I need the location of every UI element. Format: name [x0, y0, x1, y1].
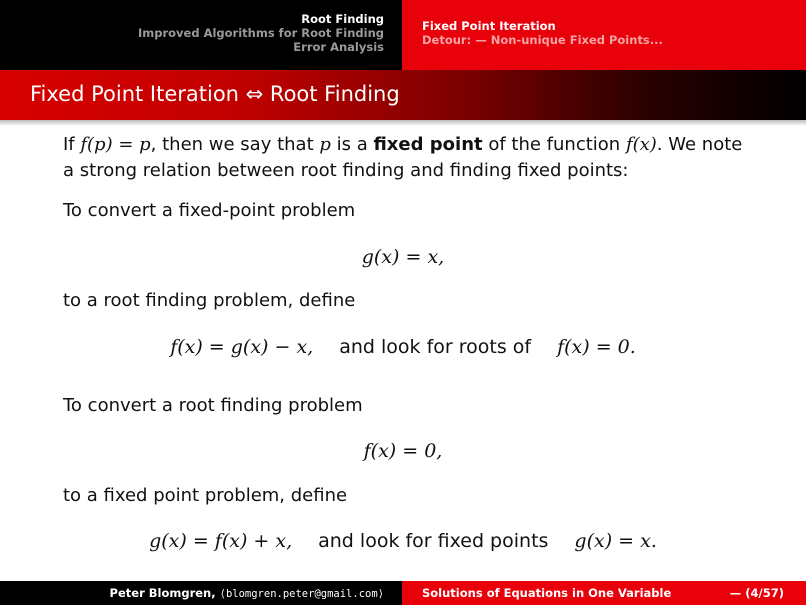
frame-title: Fixed Point Iteration ⇔ Root Finding — [0, 70, 806, 120]
subsection-navigation — [402, 0, 806, 70]
label-fixed-point-problem: To convert a fixed-point problem — [63, 200, 356, 221]
footer-title-area — [402, 581, 806, 605]
footer-presentation-title: Solutions of Equations in One Variable — [422, 586, 672, 600]
subsection-link-fixed-point-iteration[interactable]: Fixed Point Iteration — [422, 19, 556, 33]
equation-1-math: g(x) = x, — [361, 246, 445, 268]
section-link-improved-algorithms[interactable]: Improved Algorithms for Root Finding — [137, 26, 384, 40]
equation-3-math: f(x) = 0, — [363, 440, 443, 462]
equation-2 — [0, 336, 806, 358]
intro-math-p: p — [319, 134, 331, 155]
intro-math-fp: f(p) = p — [80, 134, 151, 155]
intro-paragraph — [63, 132, 753, 184]
footer-bar — [0, 581, 806, 605]
equation-4 — [0, 530, 806, 552]
section-navigation — [0, 0, 402, 70]
label-root-finding-problem: To convert a root finding problem — [63, 395, 363, 416]
equation-3 — [0, 440, 806, 462]
intro-mid: , then we say that — [150, 134, 320, 155]
intro-bold-term: fixed point — [373, 134, 483, 155]
section-link-error-analysis[interactable]: Error Analysis — [293, 40, 384, 54]
intro-math-fx: f(x) — [625, 134, 657, 155]
footer-author-name: Peter Blomgren, — [109, 586, 216, 600]
equation-4-text: and look for fixed points — [318, 530, 549, 552]
footer-page-number: — (4/57) — [729, 586, 784, 600]
intro-if: If — [63, 134, 81, 155]
equation-2-math-a: f(x) = g(x) − x, — [170, 336, 314, 358]
label-to-fixed-point: to a fixed point problem, define — [63, 485, 348, 506]
subsection-link-detour[interactable]: Detour: — Non-unique Fixed Points... — [422, 33, 663, 47]
slide-content — [63, 132, 753, 184]
intro-end: . We note a strong relation between root finding and finding fixed points: — [63, 134, 743, 181]
equation-4-math-a: g(x) = f(x) + x, — [149, 530, 293, 552]
section-link-root-finding[interactable]: Root Finding — [301, 12, 384, 26]
frame-title-shadow — [0, 120, 806, 126]
footer-email: ⟨blomgren.peter@gmail.com⟩ — [219, 588, 384, 600]
intro-is: is a — [330, 134, 374, 155]
header-bar — [0, 0, 806, 70]
footer-author — [0, 581, 402, 605]
equation-1 — [0, 246, 806, 268]
equation-2-math-b: f(x) = 0. — [557, 336, 636, 358]
equation-2-text: and look for roots of — [339, 336, 532, 358]
intro-of: of the function — [482, 134, 626, 155]
label-to-root-finding: to a root finding problem, define — [63, 290, 356, 311]
equation-4-math-b: g(x) = x. — [574, 530, 657, 552]
